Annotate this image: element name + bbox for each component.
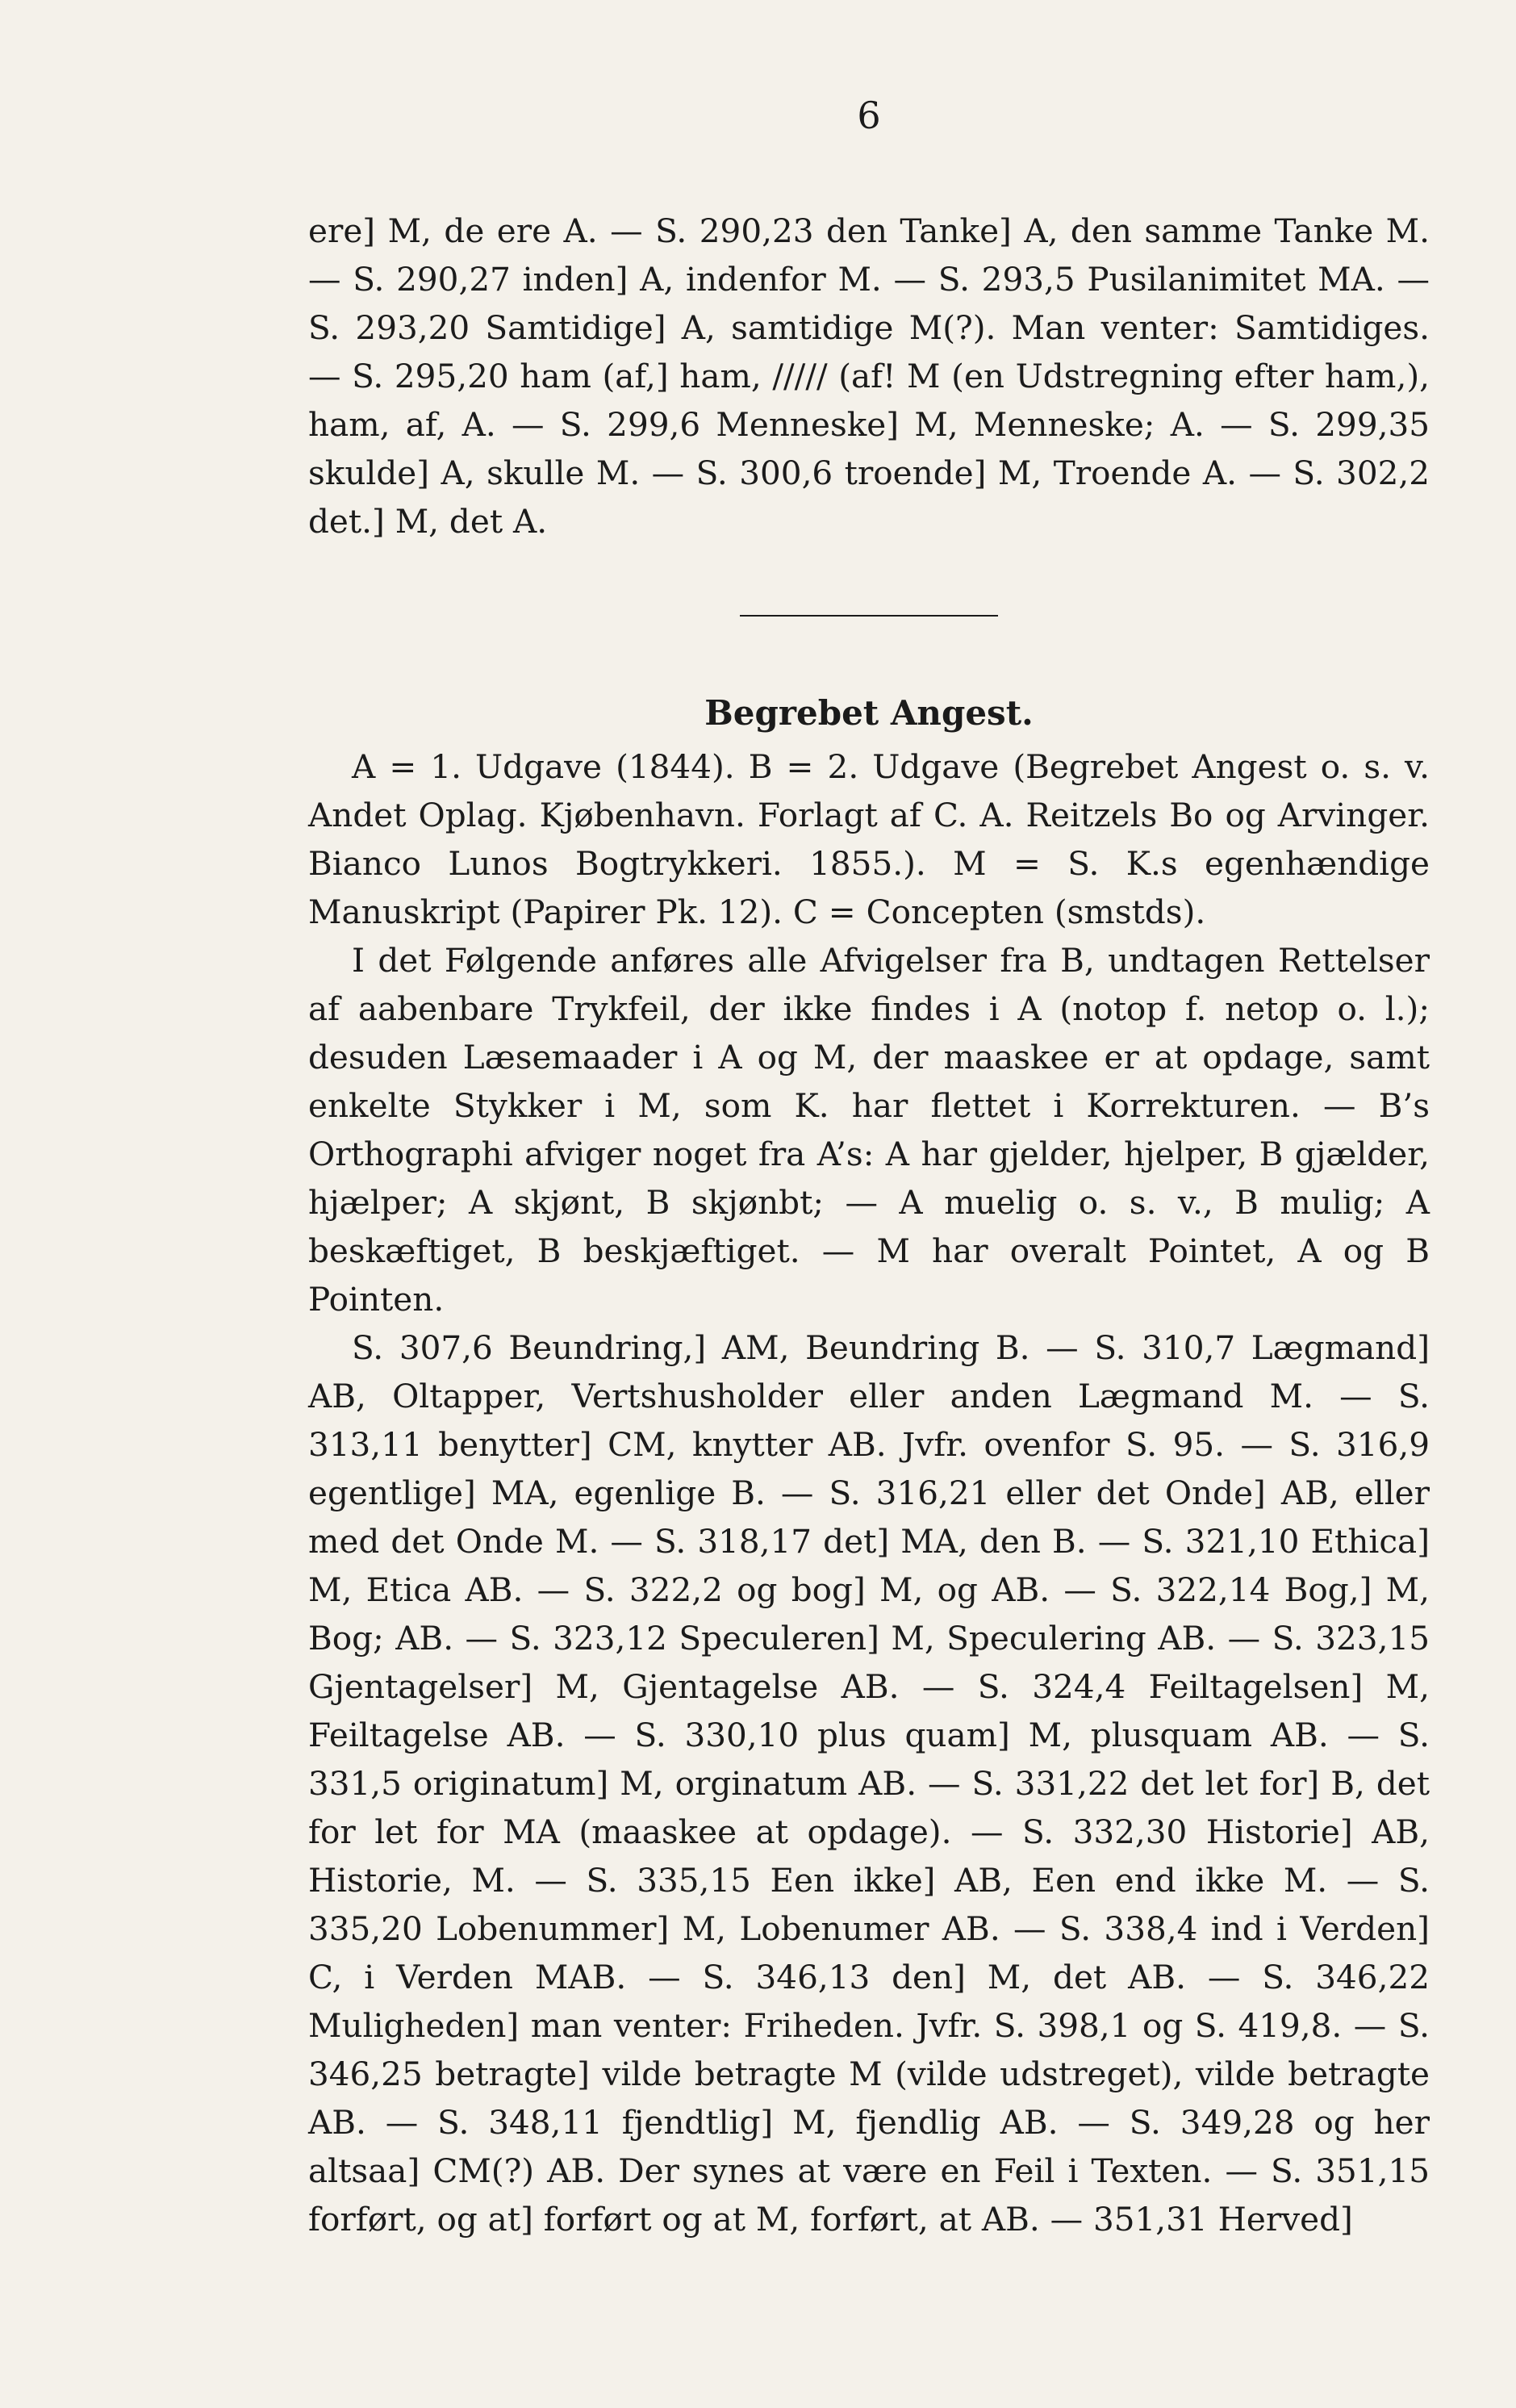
apparatus-top (308, 207, 1430, 546)
section-body (308, 742, 1430, 2243)
document-page (308, 94, 1430, 2243)
variants-paragraph: S. 307,6 Beundring,] AM, Beundring B. — S. 310,7 Lægmand] AB, Oltapper, Vertshusholder eller anden Lægmand M. — S. 313,11 benytter] CM, knytter AB. Jvfr. ovenfor S. 95. — S. 316,9 egentlige] MA, egenlige B. — S. 316,21 eller det Onde] AB, eller med det Onde M. — S. 318,17 det] MA, den B. — S. 321,10 Ethica] M, Etica AB. — S. 322,2 og bog] M, og AB. — S. 322,14 Bog,] M, Bog; AB. — S. 323,12 Speculeren] M, Speculering AB. — S. 323,15 Gjentagelser] M, Gjentagelse AB. — S. 324,4 Feiltagelsen] M, Feiltagelse AB. — S. 330,10 plus quam] M, plusquam AB. — S. 331,5 originatum] M, orginatum AB. — S. 331,22 det let for] B, det for let for MA (maaskee at opdage). — S. 332,30 Historie] AB, Historie, M. — S. 335,15 Een ikke] AB, Een end ikke M. — S. 335,20 Lobenummer] M, Lobenumer AB. — S. 338,4 ind i Verden] C, i Verden MAB. — S. 346,13 den] M, det AB. — S. 346,22 Muligheden] man venter: Friheden. Jvfr. S. 398,1 og S. 419,8. — S. 346,25 betragte] vilde betragte M (vilde udstreget), vilde betragte AB. — S. 348,11 fjendtlig] M, fjendlig AB. — S. 349,28 og her altsaa] CM(?) AB. Der synes at være en Feil i Texten. — S. 351,15 forført, og at] forført og at M, forført, at AB. — 351,31 Herved] (308, 1328, 1430, 2239)
section-divider (740, 615, 998, 617)
apparatus-top-paragraph: ere] M, de ere A. — S. 290,23 den Tanke] A, den samme Tanke M. — S. 290,27 inden] A, indenfor M. — S. 293,5 Pusilanimitet MA. — S. 293,20 Samtidige] A, samtidige M(?). Man venter: Samtidiges. — S. 295,20 ham (af,] ham, ///// (af! M (en Udstregning efter ham,), ham, af, A. — S. 299,6 Menneske] M, Menneske; A. — S. 299,35 skulde] A, skulle M. — S. 300,6 troende] M, Troende A. — S. 302,2 det.] M, det A. (308, 211, 1430, 541)
sigla-paragraph: A = 1. Udgave (1844). B = 2. Udgave (Begrebet Angest o. s. v. Andet Oplag. Kjøbenhavn. Forlagt af C. A. Reitzels Bo og Arvinger. Bianco Lunos Bogtrykkeri. 1855.). M = S. K.s egenhændige Manuskript (Papirer Pk. 12). C = Concepten (smstds). (308, 747, 1430, 931)
principles-paragraph: I det Følgende anføres alle Afvigelser fra B, undtagen Rettelser af aabenbare Trykfeil, der ikke findes i A (notop f. netop o. l.); desuden Læsemaader i A og M, der maaskee er at opdage, samt enkelte Stykker i M, som K. har flettet i Korrekturen. — B’s Orthographi afviger noget fra A’s: A har gjelder, hjelper, B gjælder, hjælper; A skjønt, B skjønbt; — A muelig o. s. v., B mulig; A beskæftiget, B beskjæftiget. — M har overalt Pointet, A og B Pointen. (308, 941, 1430, 1319)
page-number: 6 (857, 94, 881, 137)
section-title: Begrebet Angest. (704, 693, 1034, 733)
